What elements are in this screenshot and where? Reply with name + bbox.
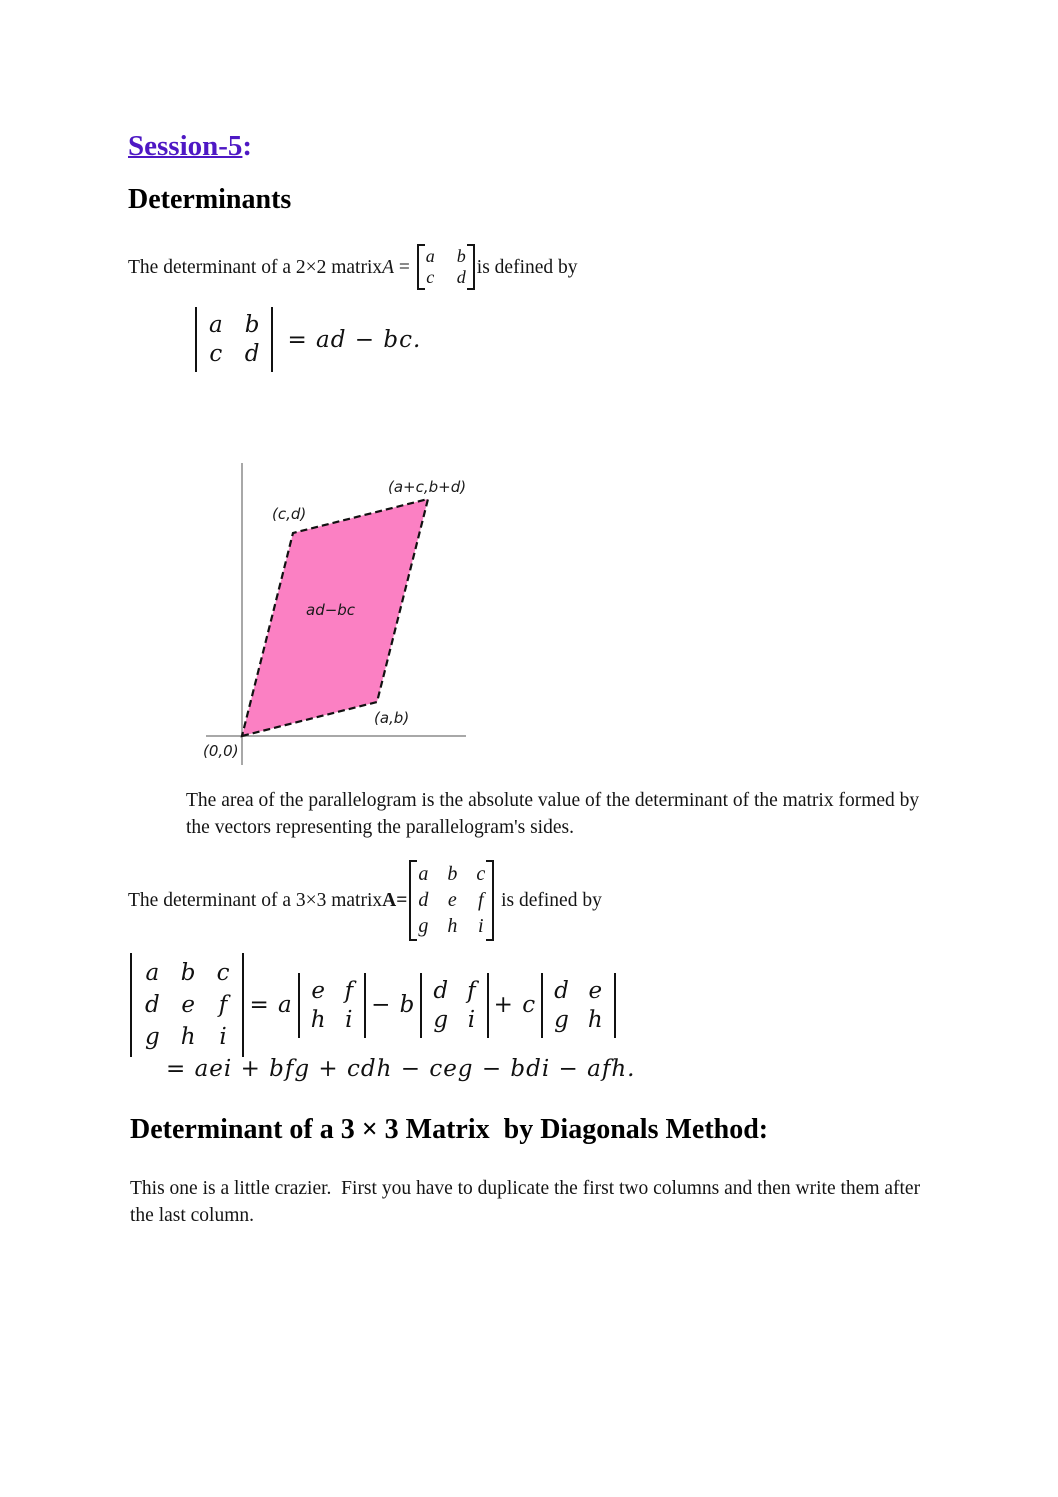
det-cell: e [181, 992, 195, 1018]
matrix-cell: a [418, 862, 429, 885]
matrix-cell: h [447, 914, 458, 937]
inline-matrix-3x3 [409, 860, 494, 941]
det-cell: c [209, 341, 223, 367]
diagonals-method-heading: Determinant of a 3 × 3 Matrix by Diagonals Method: [130, 1114, 769, 1145]
det-cell: d [433, 977, 449, 1004]
matrix-cell: e [447, 888, 457, 911]
minor-determinant-a [298, 973, 366, 1038]
det-cell: e [588, 977, 603, 1004]
equals-sign: = [394, 256, 415, 278]
det-cell: e [311, 977, 325, 1004]
paragraph-2x2-suffix: is defined by [476, 256, 578, 278]
matrix-cell: f [477, 888, 484, 911]
matrix-cell: c [426, 267, 435, 287]
matrix-cell: g [418, 914, 429, 937]
matrix-cell: b [456, 246, 466, 266]
session-link[interactable]: Session-5 [128, 130, 243, 162]
matrix-variable-A: A [382, 256, 395, 278]
matrix-variable-A-bold: A= [382, 889, 408, 911]
det-cell: i [345, 1006, 353, 1033]
cofactor-coef-a: = a [249, 992, 293, 1018]
det-cell: f [344, 977, 354, 1004]
determinant-2x2 [195, 307, 273, 372]
det-cell: h [310, 1006, 326, 1033]
matrix-cell: d [456, 267, 466, 287]
determinants-heading: Determinants [128, 184, 292, 215]
det-cell: b [180, 960, 196, 986]
det-cell: b [244, 312, 260, 338]
cofactor-coef-b: − b [371, 992, 416, 1018]
det-cell: a [145, 960, 160, 986]
minor-determinant-c [541, 973, 616, 1038]
det-cell: d [244, 341, 260, 367]
matrix-cell: b [447, 862, 458, 885]
formula-det-3x3 [130, 953, 616, 1057]
matrix-cell: d [418, 888, 429, 911]
matrix-cell: a [425, 246, 435, 266]
det-cell: g [145, 1024, 160, 1050]
det-cell: d [554, 977, 569, 1004]
paragraph-parallelogram-area: The area of the parallelogram is the absolute value of the determinant of the matrix formed by the vectors representing the parallelogram's sides. [186, 790, 920, 838]
session-colon: : [242, 130, 253, 162]
matrix-cell: c [476, 862, 486, 885]
det-cell: g [554, 1006, 569, 1033]
det-cell: h [180, 1024, 196, 1050]
formula-det-2x2 [195, 307, 421, 372]
label-sum-vertex: (a+c,b+d) [388, 478, 467, 496]
label-ab-vertex: (a,b) [374, 709, 410, 727]
paragraph-3x3-prefix: The determinant of a 3×3 matrix [128, 889, 383, 911]
matrix-cell: i [477, 914, 484, 937]
det-cell: a [209, 312, 223, 338]
paragraph-2x2-prefix: The determinant of a 2×2 matrix [128, 256, 383, 278]
det-cell: d [145, 992, 160, 1018]
paragraph-3x3-suffix: is defined by [496, 889, 602, 911]
paragraph-3x3-intro [128, 856, 602, 944]
label-cd-vertex: (c,d) [272, 505, 307, 523]
formula-3x3-expansion: = aei + bfg + cdh − ceg − bdi − afh. [166, 1056, 636, 1082]
label-area: ad−bc [306, 601, 356, 619]
det-cell: h [587, 1006, 603, 1033]
det-cell: f [218, 992, 228, 1018]
session-heading [128, 130, 252, 163]
cofactor-coef-c: + c [493, 992, 537, 1018]
paragraph-diagonals-method: This one is a little crazier. First you have to duplicate the first two columns and then write them after the last column. [130, 1178, 925, 1226]
det-cell: g [433, 1006, 449, 1033]
parallelogram-figure [190, 450, 480, 770]
determinant-3x3 [130, 953, 244, 1057]
det-cell: i [467, 1006, 476, 1033]
det-cell: c [216, 960, 230, 986]
formula-2x2-rhs: = ad − bc. [287, 326, 422, 353]
minor-determinant-b [420, 973, 488, 1038]
inline-matrix-2x2 [417, 244, 475, 290]
paragraph-2x2-intro [128, 240, 578, 294]
det-cell: f [467, 977, 476, 1004]
label-origin: (0,0) [203, 742, 239, 760]
det-cell: i [219, 1024, 227, 1050]
